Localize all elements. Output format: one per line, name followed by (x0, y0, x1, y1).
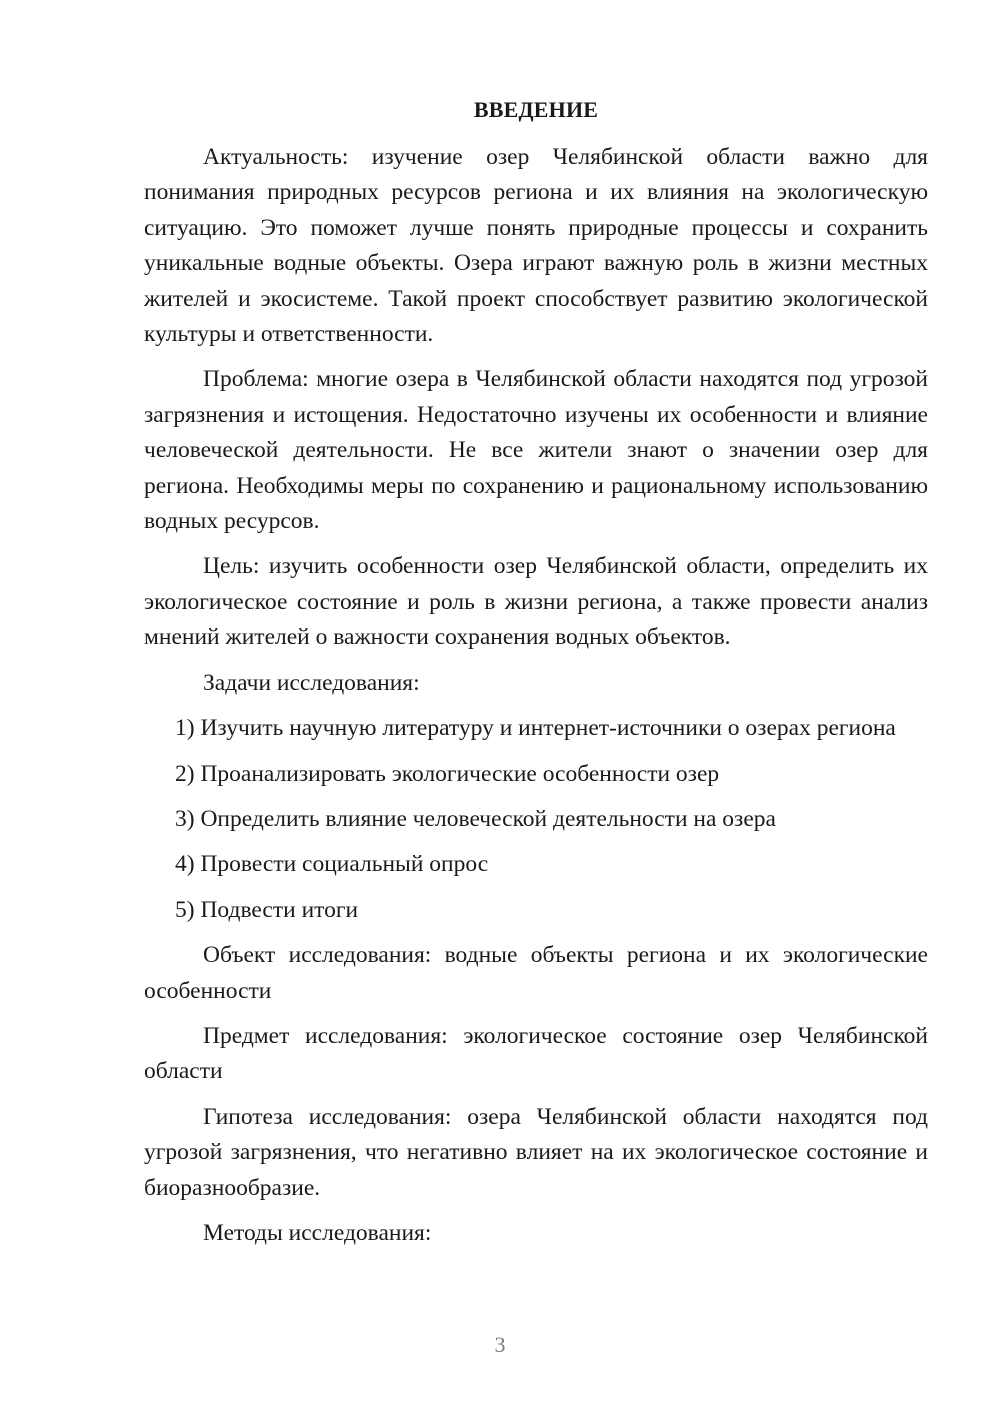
task-item: 4) Провести социальный опрос (175, 851, 489, 878)
task-item: 3) Определить влияние человеческой деятельности на озера (175, 805, 776, 832)
section-title: ВВЕДЕНИЕ (473, 97, 599, 122)
object-paragraph: Объект исследования: водные объекты региона и их экологические особенности (144, 942, 928, 1004)
task-item: 5) Подвести итоги (175, 896, 359, 923)
tasks-heading: Задачи исследования: (203, 669, 420, 696)
methods-heading: Методы исследования: (203, 1219, 432, 1246)
problem-paragraph: Проблема: многие озера в Челябинской области находятся под угрозой загрязнения и истощения. Недостаточно изучены их особенности и влияние человеческой деятельности. Не все жители знают о значении озер для региона. Необходимы меры по сохранению и рациональному использованию водных ресурсов. (144, 366, 928, 535)
goal-paragraph: Цель: изучить особенности озер Челябинской области, определить их экологическое состояние и роль в жизни региона, а также провести анализ мнений жителей о важности сохранения водных объектов. (144, 553, 928, 651)
subject-paragraph: Предмет исследования: экологическое состояние озер Челябинской области (144, 1022, 928, 1085)
relevance-paragraph: Актуальность: изучение озер Челябинской области важно для понимания природных ресурсов региона и их влияния на экологическую ситуацию. Это поможет лучше понять природные процессы и сохранить уникальные водные объекты. Озера играют важную роль в жизни местных жителей и экосистеме. Такой проект способствует развитию экологической культуры и ответственности. (144, 144, 928, 348)
hypothesis-paragraph: Гипотеза исследования: озера Челябинской области находятся под угрозой загрязнения, что негативно влияет на их экологическое состояние и биоразнообразие. (144, 1103, 928, 1201)
page-number: 3 (494, 1332, 506, 1357)
document-page (144, 92, 928, 1261)
task-item: 1) Изучить научную литературу и интернет-источники о озерах региона (175, 715, 896, 742)
task-item: 2) Проанализировать экологические особенности озер (175, 760, 720, 787)
